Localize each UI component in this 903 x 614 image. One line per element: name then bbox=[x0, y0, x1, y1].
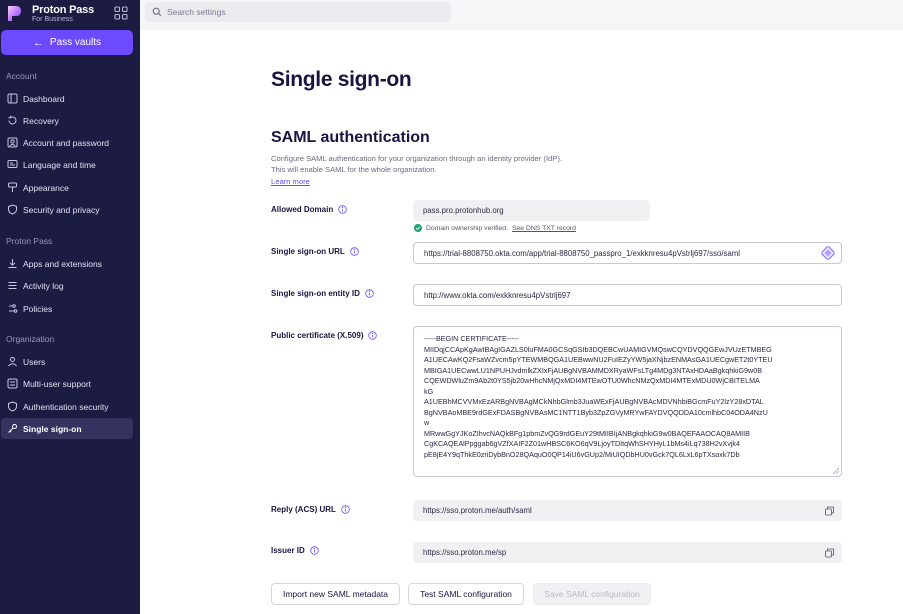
description-line: Configure SAML authentication for your organization through an identity provider (IdP). bbox=[271, 154, 562, 163]
recovery-icon bbox=[7, 115, 18, 126]
section-title: SAML authentication bbox=[271, 129, 430, 146]
allowed-domain-value: pass.pro.protonhub.org bbox=[423, 206, 504, 215]
info-icon[interactable] bbox=[310, 546, 319, 555]
pass-vaults-label: Pass vaults bbox=[49, 37, 102, 48]
sidebar bbox=[0, 0, 140, 614]
info-icon[interactable] bbox=[365, 289, 374, 298]
sidebar-item-apps-and-extensions[interactable] bbox=[1, 253, 133, 274]
brand-subtitle: For Business bbox=[32, 16, 73, 23]
sidebar-item-label: Multi-user support bbox=[23, 378, 92, 389]
apps-grid-icon[interactable] bbox=[114, 6, 128, 20]
sidebar-item-authentication-security[interactable] bbox=[1, 396, 133, 417]
test-saml-configuration-button[interactable]: Test SAML configuration bbox=[408, 583, 524, 605]
copy-icon[interactable] bbox=[825, 548, 834, 557]
download-icon bbox=[7, 258, 18, 269]
user-icon bbox=[7, 137, 18, 148]
sidebar-item-label: Users bbox=[23, 356, 46, 367]
sidebar-item-label: Recovery bbox=[23, 115, 59, 126]
section-description bbox=[271, 153, 691, 175]
sidebar-item-language-and-time[interactable] bbox=[1, 154, 133, 175]
certificate-line: A1UEBhMCVVMxEzARBgNVBAgMCkNhbGlmb3JuaWExFjAUBgNVBAcMDVNhbiBGcmFuY2lzY28xDTAL bbox=[424, 397, 764, 406]
reply-url-value: https://sso.proton.me/auth/saml bbox=[423, 506, 532, 515]
issuer-id-value: https://sso.proton.me/sp bbox=[423, 548, 507, 557]
resize-handle-icon[interactable] bbox=[833, 468, 839, 474]
field-label: Issuer ID bbox=[271, 546, 305, 555]
main-content bbox=[140, 30, 903, 614]
info-icon[interactable] bbox=[368, 331, 377, 340]
sidebar-item-multi-user-support[interactable] bbox=[1, 373, 133, 394]
proton-pass-logo-icon bbox=[6, 4, 22, 22]
verification-text: Domain ownership verified. bbox=[426, 224, 508, 232]
learn-more-link[interactable]: Learn more bbox=[271, 177, 310, 186]
shield-icon bbox=[7, 204, 18, 215]
section-label-organization: Organization bbox=[6, 334, 55, 344]
certificate-label bbox=[271, 331, 377, 340]
field-label: Public certificate (X.509) bbox=[271, 331, 364, 340]
sidebar-item-users[interactable] bbox=[1, 351, 133, 372]
page-title: Single sign-on bbox=[271, 68, 412, 91]
certificate-line: A1UECAwKQ2FsaWZvcm5pYTEWMBQGA1UEBwwNU2FuIEZyYW5jaXNjbzENMAsGA1UECgwET2t0YTEU bbox=[424, 355, 773, 364]
sidebar-item-activity-log[interactable] bbox=[1, 275, 133, 296]
users-icon bbox=[7, 356, 18, 367]
certificate-line: w bbox=[424, 418, 430, 427]
top-bar bbox=[140, 0, 903, 30]
reply-url-field bbox=[413, 500, 842, 521]
sidebar-item-security-and-privacy[interactable] bbox=[1, 199, 133, 220]
search-bar[interactable] bbox=[145, 2, 451, 22]
certificate-line: MBIGA1UECwwLU1NPUHJvdmlkZXIxFjAUBgNVBAMMDXRyaWFsLTg4MDg3NTAxHDAaBgkqhkiG9w0B bbox=[424, 365, 763, 375]
sidebar-item-label: Account and password bbox=[23, 137, 109, 148]
certificate-line: CgKCAQEAlPpggab6gVZfXAIF2Z01wHBSC6KO6qV9LjoyTDItqWhSHYHyL1bMs4iLq738H2vXvjk4 bbox=[424, 439, 740, 448]
sidebar-item-single-sign-on[interactable] bbox=[1, 418, 133, 439]
search-icon bbox=[152, 7, 162, 17]
section-label-proton-pass: Proton Pass bbox=[6, 236, 53, 246]
brand[interactable] bbox=[6, 3, 134, 25]
sidebar-item-label: Apps and extensions bbox=[23, 258, 102, 269]
field-label: Allowed Domain bbox=[271, 205, 334, 214]
sidebar-item-label: Single sign-on bbox=[23, 423, 82, 434]
reply-url-label bbox=[271, 505, 350, 514]
certificate-line: kG bbox=[424, 386, 434, 396]
check-circle-icon bbox=[414, 224, 422, 232]
info-icon[interactable] bbox=[341, 505, 350, 514]
sidebar-item-label: Activity log bbox=[23, 280, 64, 291]
entity-id-label bbox=[271, 289, 374, 298]
multi-user-icon bbox=[7, 378, 18, 389]
sidebar-item-policies[interactable] bbox=[1, 298, 133, 319]
info-icon[interactable] bbox=[350, 247, 359, 256]
field-label: Single sign-on entity ID bbox=[271, 289, 360, 298]
paint-icon bbox=[7, 182, 18, 193]
search-input[interactable] bbox=[167, 7, 427, 17]
password-manager-icon[interactable] bbox=[821, 246, 835, 260]
sidebar-item-label: Policies bbox=[23, 303, 53, 314]
certificate-line: -----BEGIN CERTIFICATE----- bbox=[424, 334, 519, 343]
description-line: This will enable SAML for the whole organization. bbox=[271, 165, 437, 174]
sso-url-input[interactable] bbox=[413, 242, 842, 264]
key-icon bbox=[7, 423, 18, 434]
language-icon bbox=[7, 159, 18, 170]
field-label: Reply (ACS) URL bbox=[271, 505, 336, 514]
policies-icon bbox=[7, 303, 18, 314]
certificate-line: pE8jE4Y9qThkE0zriDybBnO28QAquO0QP14iU6vGUp2/MiUIQDbHU0vGck7QL6LxL6pTXsoxk7Db bbox=[424, 449, 740, 459]
sidebar-item-appearance[interactable] bbox=[1, 177, 133, 198]
entity-id-value: http://www.okta.com/exkknresu4pVstrlj697 bbox=[424, 290, 571, 300]
save-saml-configuration-button[interactable]: Save SAML configuration bbox=[533, 583, 651, 605]
sidebar-item-recovery[interactable] bbox=[1, 110, 133, 131]
issuer-id-field bbox=[413, 542, 842, 563]
certificate-textarea[interactable] bbox=[413, 326, 842, 477]
field-label: Single sign-on URL bbox=[271, 247, 345, 256]
certificate-line: BgNVBAoMBE9rdGExFDASBgNVBAsMC1NTT1Byb3ZpZGVyMRYwFAYDVQQDDA10cmlhbC04ODA4NzU bbox=[424, 407, 768, 417]
sso-url-value: https://trial-8808750.okta.com/app/trial-8808750_passpro_1/exkknresu4pVstrlj697/sso/saml bbox=[424, 248, 740, 258]
sidebar-item-label: Dashboard bbox=[23, 93, 65, 104]
sso-url-label bbox=[271, 247, 359, 256]
entity-id-input[interactable] bbox=[413, 284, 842, 306]
dns-txt-record-link[interactable]: See DNS TXT record bbox=[511, 224, 576, 232]
arrow-left-icon: ← bbox=[32, 36, 44, 49]
shield-icon bbox=[7, 401, 18, 412]
dashboard-icon bbox=[7, 93, 18, 104]
certificate-line: MIIDqjCCApKgAwIBAgIGAZLS0luFMA0GCSqGSIb3DQEBCwUAMIGVMQswCQYDVQQGEwJVUzETMBEG bbox=[424, 344, 772, 354]
brand-name: Proton Pass bbox=[32, 4, 94, 16]
sidebar-item-label: Security and privacy bbox=[23, 204, 100, 215]
domain-verification bbox=[414, 224, 576, 232]
import-saml-metadata-button[interactable]: Import new SAML metadata bbox=[271, 583, 400, 605]
sidebar-item-label: Language and time bbox=[23, 159, 96, 170]
pass-vaults-button[interactable] bbox=[1, 30, 133, 55]
sidebar-item-label: Appearance bbox=[23, 182, 69, 193]
sidebar-item-label: Authentication security bbox=[23, 401, 109, 412]
info-icon[interactable] bbox=[338, 205, 347, 214]
certificate-line: CQEWDWluZm9Ab2t0YS5jb20wHhcNMjQxMDI4MTEwOTU0WhcNMzQxMDI4MTExMDU0WjCBITELMA bbox=[424, 376, 760, 385]
allowed-domain-field bbox=[413, 200, 650, 221]
section-label-account: Account bbox=[6, 71, 37, 81]
sidebar-item-account-and-password[interactable] bbox=[1, 132, 133, 153]
allowed-domain-label bbox=[271, 205, 347, 214]
copy-icon[interactable] bbox=[825, 506, 834, 515]
sidebar-item-dashboard[interactable] bbox=[1, 88, 133, 109]
list-icon bbox=[7, 280, 18, 291]
issuer-id-label bbox=[271, 546, 319, 555]
certificate-line: MRwwGgYJKoZIhvcNAQkBFg1pbmZvQG9rdGEuY29tMIIBIjANBgkqhkiG9w0BAQEFAAOCAQ8AMIIB bbox=[424, 428, 750, 438]
